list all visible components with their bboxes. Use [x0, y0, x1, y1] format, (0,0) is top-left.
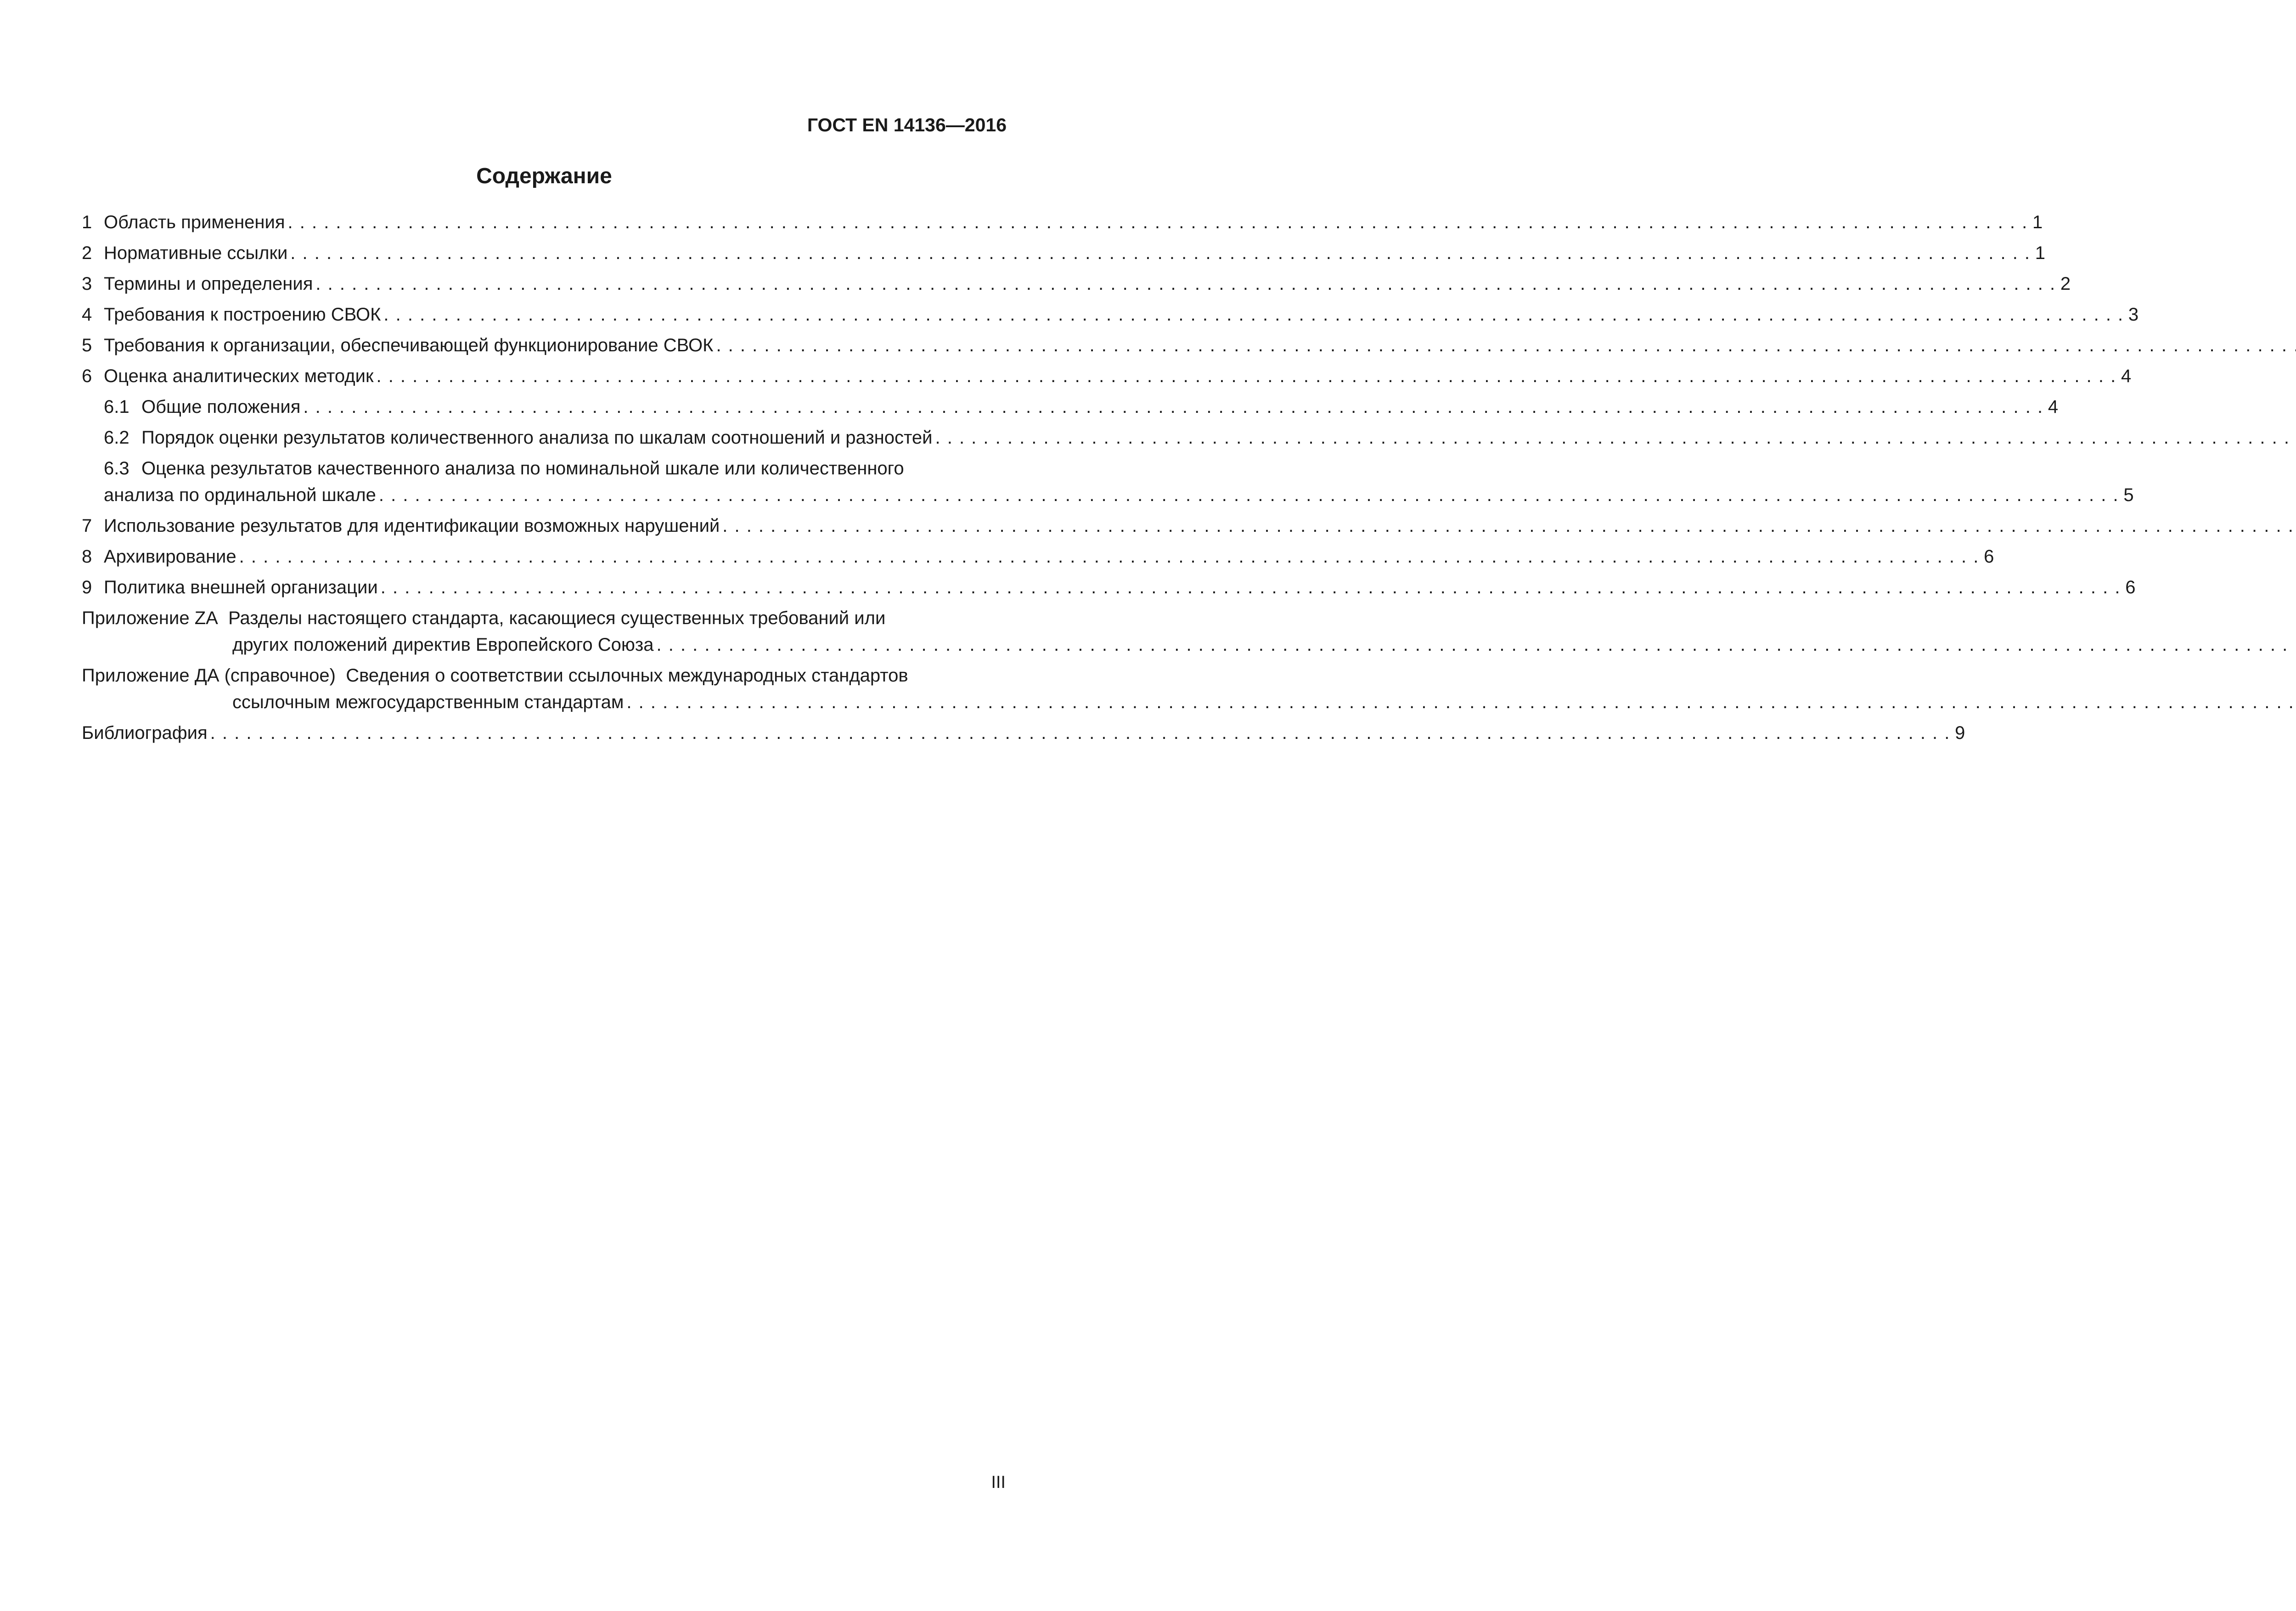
toc-entry-text: Архивирование: [104, 546, 236, 567]
toc-entry-text: Оценка результатов качественного анализа по номинальной шкале или количественного: [141, 458, 904, 479]
toc-entry-9[interactable]: [82, 574, 2136, 601]
dot-leader: [379, 482, 2119, 508]
dot-leader: [210, 720, 1951, 746]
dot-leader: [381, 574, 2121, 601]
dot-leader: [290, 240, 2031, 266]
dot-leader: [315, 270, 2056, 297]
toc-entry-text: Сведения о соответствии ссылочных международных стандартов: [346, 665, 908, 686]
toc-entry-2[interactable]: [82, 240, 2046, 266]
dot-leader: [383, 301, 2124, 328]
toc-entry-annex-za[interactable]: [82, 605, 1007, 658]
toc-entry-page: 4: [2121, 366, 2132, 386]
toc-entry-5[interactable]: [82, 332, 1007, 359]
annex-prefix: Приложение ZA: [82, 608, 218, 628]
toc-entry-number: 6: [82, 366, 92, 386]
document-code: ГОСТ EN 14136—2016: [807, 114, 1007, 135]
toc-entry-number: 7: [82, 516, 92, 536]
toc-entry-number: 5: [82, 335, 92, 355]
toc-entry-6[interactable]: [82, 363, 2132, 389]
toc-entry-6-1[interactable]: [82, 394, 2059, 420]
dot-leader: [722, 513, 2296, 539]
toc-entry-number: 6.1: [104, 397, 129, 417]
toc-entry-number: 1: [82, 212, 92, 232]
toc-entry-page: 4: [2048, 397, 2059, 417]
dot-leader: [657, 631, 2296, 658]
toc-entry-page: 2: [2060, 274, 2071, 294]
table-of-contents: [82, 209, 2139, 750]
toc-entry-text-continued: анализа по ординальной шкале: [104, 485, 376, 505]
toc-entry-text: Политика внешней организации: [104, 577, 378, 597]
toc-entry-text-continued: ссылочным межгосударственным стандартам: [232, 692, 624, 712]
toc-entry-6-3[interactable]: [82, 455, 2134, 508]
toc-entry-3[interactable]: [82, 270, 2071, 297]
toc-entry-text: Разделы настоящего стандарта, касающиеся существенных требований или: [228, 608, 886, 628]
toc-entry-number: 3: [82, 274, 92, 294]
annex-prefix: Приложение ДА (справочное): [82, 665, 336, 686]
toc-entry-7[interactable]: [82, 513, 1007, 539]
toc-entry-text: Требования к построению СВОК: [104, 304, 381, 325]
toc-entry-text: Общие положения: [141, 397, 301, 417]
dot-leader: [935, 424, 2296, 451]
toc-entry-page: 1: [2035, 243, 2046, 263]
toc-entry-4[interactable]: [82, 301, 2139, 328]
toc-entry-text: Использование результатов для идентификации возможных нарушений: [104, 516, 720, 536]
toc-entry-page: 1: [2032, 212, 2043, 232]
toc-entry-annex-da[interactable]: [82, 662, 1007, 715]
toc-entry-text: Порядок оценки результатов количественного анализа по шкалам соотношений и разностей: [141, 428, 933, 448]
toc-entry-page: 6: [2125, 577, 2136, 597]
toc-entry-6-2[interactable]: [82, 424, 1007, 451]
dot-leader: [376, 363, 2116, 389]
toc-title: Содержание: [476, 164, 612, 188]
toc-entry-number: 2: [82, 243, 92, 263]
toc-entry-number: 6.2: [104, 428, 129, 448]
toc-entry-text: Нормативные ссылки: [104, 243, 288, 263]
toc-entry-number: 8: [82, 546, 92, 567]
dot-leader: [288, 209, 2028, 236]
toc-entry-page: 3: [2128, 304, 2139, 325]
toc-entry-number: 9: [82, 577, 92, 597]
toc-entry-page: 5: [2123, 485, 2134, 505]
toc-entry-1[interactable]: [82, 209, 2043, 236]
page-number: III: [991, 1473, 1006, 1492]
dot-leader: [239, 543, 1980, 570]
toc-entry-text: Требования к организации, обеспечивающей функционирование СВОК: [104, 335, 714, 355]
toc-entry-text: Оценка аналитических методик: [104, 366, 374, 386]
toc-entry-text: Термины и определения: [104, 274, 313, 294]
toc-entry-bibliography[interactable]: [82, 720, 1965, 746]
toc-entry-page: 6: [1984, 546, 1994, 567]
toc-entry-text: Область применения: [104, 212, 285, 232]
toc-entry-number: 4: [82, 304, 92, 325]
toc-entry-text: Библиография: [82, 723, 208, 743]
dot-leader: [626, 689, 2296, 715]
dot-leader: [716, 332, 2296, 359]
toc-entry-text-continued: других положений директив Европейского Союза: [232, 635, 654, 655]
toc-entry-number: 6.3: [104, 458, 129, 479]
dot-leader: [303, 394, 2043, 420]
toc-entry-page: 9: [1955, 723, 1965, 743]
toc-entry-8[interactable]: [82, 543, 1994, 570]
